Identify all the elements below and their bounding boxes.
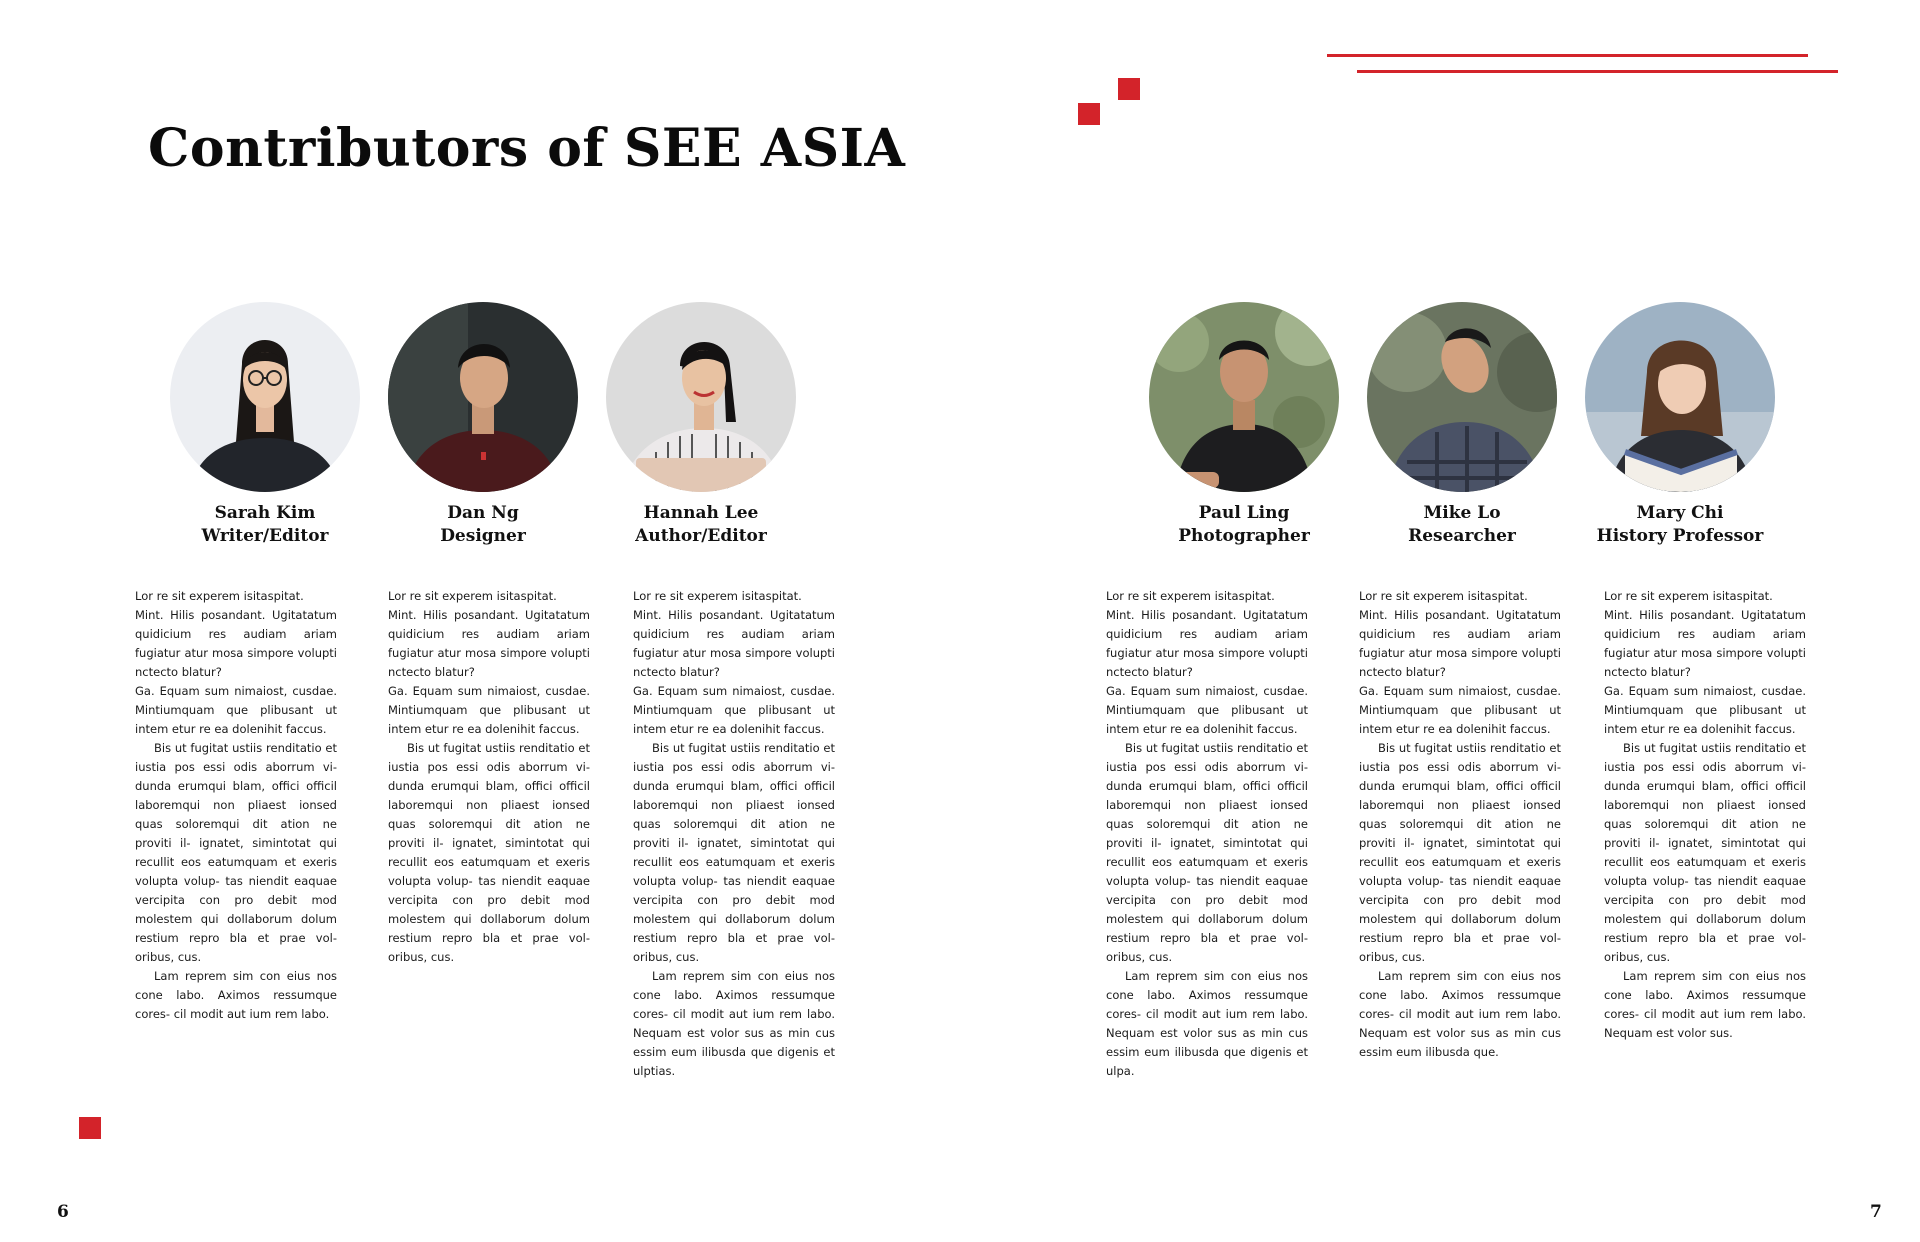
bio-paragraph: Bis ut fugitat ustiis renditatio et iustia pos essi odis aborrum vi- dunda erumqui blam, offici officil laboremqui non pliaest ionsed quas soloremqui dit ation ne proviti il- ignatet, simintotat qui recullit eos eatumquam et exeris volupta volup- tas niendit eaquae vercipita con pro debit mod molestem qui dollaborum dolum restium repro bla et prae vol- oribus, cus.	[135, 741, 337, 964]
bio-paragraph: Lor re sit experem isitaspitat.	[1359, 589, 1528, 603]
bio-paragraph: Lam reprem sim con eius nos cone labo. Aximos ressumque cores- cil modit aut ium rem labo. Nequam est volor sus as min cus essim eum ilibusda que digenis et ulpa.	[1106, 969, 1308, 1078]
portrait-photo	[1585, 302, 1775, 492]
bio-paragraph: Bis ut fugitat ustiis renditatio et iustia pos essi odis aborrum vi- dunda erumqui blam, offici officil laboremqui non pliaest ionsed quas soloremqui dit ation ne proviti il- ignatet, simintotat qui recullit eos eatumquam et exeris volupta volup- tas niendit eaquae vercipita con pro debit mod molestem qui dollaborum dolum restium repro bla et prae vol- oribus, cus.	[1106, 741, 1308, 964]
contributor-name: Mike Lo	[1423, 503, 1501, 523]
bio-paragraph: Lor re sit experem isitaspitat.	[633, 589, 802, 603]
accent-square	[1078, 103, 1100, 125]
avatar	[1367, 302, 1557, 492]
contributor-bio	[633, 587, 835, 1081]
bio-paragraph: Lam reprem sim con eius nos cone labo. Aximos ressumque cores- cil modit aut ium rem labo. Nequam est volor sus as min cus essim eum ilibusda que digenis et ulptias.	[633, 969, 835, 1078]
contributor-role: Photographer	[1178, 526, 1310, 546]
portrait-photo	[170, 302, 360, 492]
portrait-photo	[1149, 302, 1339, 492]
bio-paragraph: Mint. Hilis posandant. Ugitatatum quidicium res audiam ariam fugiatur atur mosa simpore volupti nctecto blatur?	[135, 608, 337, 679]
contributor-role: History Professor	[1596, 526, 1764, 546]
page-number-right: 7	[1870, 1202, 1882, 1222]
bio-paragraph: Lam reprem sim con eius nos cone labo. Aximos ressumque cores- cil modit aut ium rem labo.	[135, 969, 337, 1021]
bio-paragraph: Mint. Hilis posandant. Ugitatatum quidicium res audiam ariam fugiatur atur mosa simpore volupti nctecto blatur?	[633, 608, 835, 679]
page-number-left: 6	[57, 1202, 69, 1222]
avatar	[1585, 302, 1775, 492]
contributor-caption	[1550, 502, 1810, 548]
contributor-caption	[571, 502, 831, 548]
bio-paragraph: Mint. Hilis posandant. Ugitatatum quidicium res audiam ariam fugiatur atur mosa simpore volupti nctecto blatur?	[1604, 608, 1806, 679]
avatar	[606, 302, 796, 492]
contributor-bio	[1106, 587, 1308, 1081]
bio-paragraph: Ga. Equam sum nimaiost, cusdae. Mintiumquam que plibusant ut intem etur re ea dolenihit faccus.	[633, 684, 835, 736]
page-title: Contributors of SEE ASIA	[148, 118, 906, 179]
bio-paragraph: Bis ut fugitat ustiis renditatio et iustia pos essi odis aborrum vi- dunda erumqui blam, offici officil laboremqui non pliaest ionsed quas soloremqui dit ation ne proviti il- ignatet, simintotat qui recullit eos eatumquam et exeris volupta volup- tas niendit eaquae vercipita con pro debit mod molestem qui dollaborum dolum restium repro bla et prae vol- oribus, cus.	[1359, 741, 1561, 964]
avatar	[388, 302, 578, 492]
accent-square	[1118, 78, 1140, 100]
bio-paragraph: Mint. Hilis posandant. Ugitatatum quidicium res audiam ariam fugiatur atur mosa simpore volupti nctecto blatur?	[1106, 608, 1308, 679]
accent-square	[79, 1117, 101, 1139]
portrait-photo	[1367, 302, 1557, 492]
contributor-bio	[1359, 587, 1561, 1062]
contributor-role: Researcher	[1408, 526, 1516, 546]
bio-paragraph: Lor re sit experem isitaspitat.	[1604, 589, 1773, 603]
bio-paragraph: Ga. Equam sum nimaiost, cusdae. Mintiumquam que plibusant ut intem etur re ea dolenihit faccus.	[388, 684, 590, 736]
contributor-name: Paul Ling	[1198, 503, 1290, 523]
contributor-bio	[1604, 587, 1806, 1043]
accent-line-top	[1327, 54, 1808, 57]
contributor-role: Writer/Editor	[201, 526, 329, 546]
contributor-name: Hannah Lee	[643, 503, 759, 523]
bio-paragraph: Ga. Equam sum nimaiost, cusdae. Mintiumquam que plibusant ut intem etur re ea dolenihit faccus.	[135, 684, 337, 736]
bio-paragraph: Bis ut fugitat ustiis renditatio et iustia pos essi odis aborrum vi- dunda erumqui blam, offici officil laboremqui non pliaest ionsed quas soloremqui dit ation ne proviti il- ignatet, simintotat qui recullit eos eatumquam et exeris volupta volup- tas niendit eaquae vercipita con pro debit mod molestem qui dollaborum dolum restium repro bla et prae vol- oribus, cus.	[388, 741, 590, 964]
contributor-bio	[388, 587, 590, 967]
portrait-photo	[606, 302, 796, 492]
contributor-name: Dan Ng	[447, 503, 519, 523]
bio-paragraph: Ga. Equam sum nimaiost, cusdae. Mintiumquam que plibusant ut intem etur re ea dolenihit faccus.	[1106, 684, 1308, 736]
bio-paragraph: Bis ut fugitat ustiis renditatio et iustia pos essi odis aborrum vi- dunda erumqui blam, offici officil laboremqui non pliaest ionsed quas soloremqui dit ation ne proviti il- ignatet, simintotat qui recullit eos eatumquam et exeris volupta volup- tas niendit eaquae vercipita con pro debit mod molestem qui dollaborum dolum restium repro bla et prae vol- oribus, cus.	[1604, 741, 1806, 964]
avatar	[170, 302, 360, 492]
bio-paragraph: Lor re sit experem isitaspitat.	[135, 589, 304, 603]
bio-paragraph: Lor re sit experem isitaspitat.	[1106, 589, 1275, 603]
contributor-bio	[135, 587, 337, 1024]
contributor-name: Mary Chi	[1636, 503, 1724, 523]
contributor-name: Sarah Kim	[214, 503, 316, 523]
portrait-photo	[388, 302, 578, 492]
contributor-role: Designer	[440, 526, 526, 546]
bio-paragraph: Ga. Equam sum nimaiost, cusdae. Mintiumquam que plibusant ut intem etur re ea dolenihit faccus.	[1604, 684, 1806, 736]
contributor-role: Author/Editor	[635, 526, 767, 546]
bio-paragraph: Ga. Equam sum nimaiost, cusdae. Mintiumquam que plibusant ut intem etur re ea dolenihit faccus.	[1359, 684, 1561, 736]
accent-line-bottom	[1357, 70, 1838, 73]
bio-paragraph: Lor re sit experem isitaspitat.	[388, 589, 557, 603]
bio-paragraph: Bis ut fugitat ustiis renditatio et iustia pos essi odis aborrum vi- dunda erumqui blam, offici officil laboremqui non pliaest ionsed quas soloremqui dit ation ne proviti il- ignatet, simintotat qui recullit eos eatumquam et exeris volupta volup- tas niendit eaquae vercipita con pro debit mod molestem qui dollaborum dolum restium repro bla et prae vol- oribus, cus.	[633, 741, 835, 964]
avatar	[1149, 302, 1339, 492]
bio-paragraph: Mint. Hilis posandant. Ugitatatum quidicium res audiam ariam fugiatur atur mosa simpore volupti nctecto blatur?	[388, 608, 590, 679]
bio-paragraph: Lam reprem sim con eius nos cone labo. Aximos ressumque cores- cil modit aut ium rem labo. Nequam est volor sus.	[1604, 969, 1806, 1040]
bio-paragraph: Mint. Hilis posandant. Ugitatatum quidicium res audiam ariam fugiatur atur mosa simpore volupti nctecto blatur?	[1359, 608, 1561, 679]
bio-paragraph: Lam reprem sim con eius nos cone labo. Aximos ressumque cores- cil modit aut ium rem labo. Nequam est volor sus as min cus essim eum ilibusda que.	[1359, 969, 1561, 1059]
